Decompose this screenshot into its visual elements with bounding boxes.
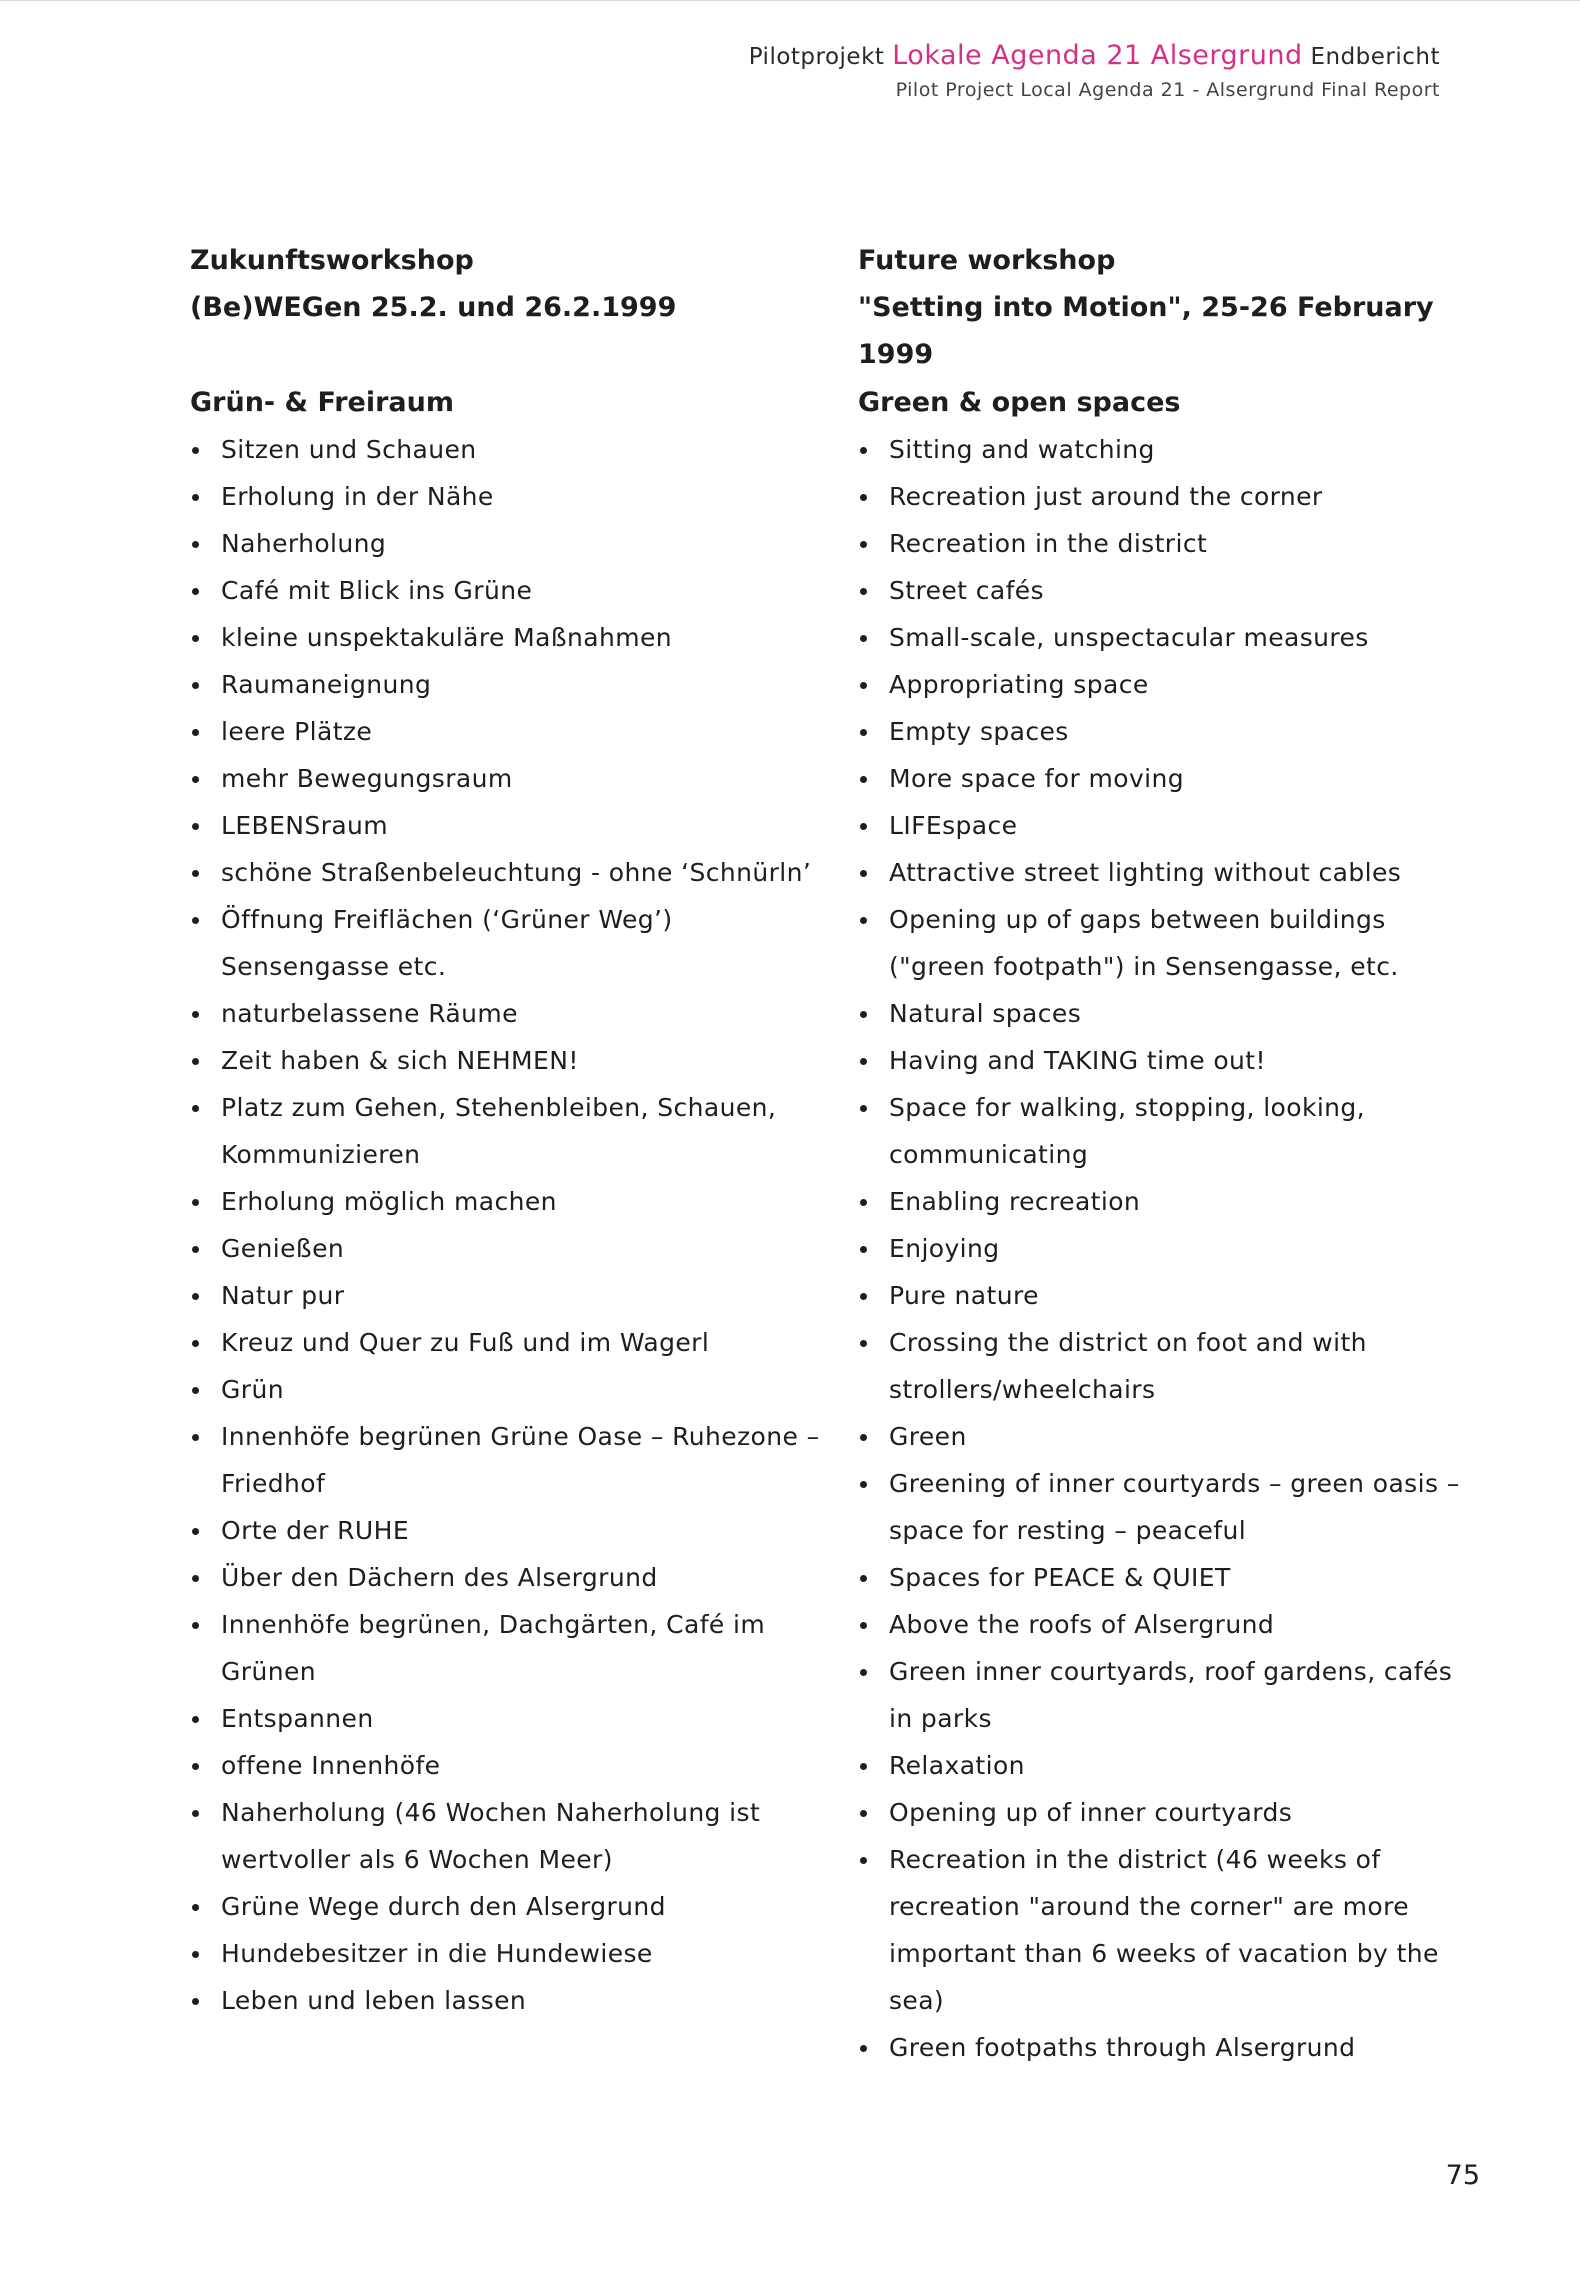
top-rule bbox=[0, 0, 1580, 1]
list-item: Innenhöfe begrünen Grüne Oase – Ruhezone – Friedhof bbox=[190, 1413, 830, 1507]
list-item: Space for walking, stopping, looking, communicating bbox=[858, 1084, 1478, 1178]
german-column bbox=[190, 237, 830, 2024]
list-item: Zeit haben & sich NEHMEN! bbox=[190, 1037, 830, 1084]
german-section-title: Grün- & Freiraum bbox=[190, 387, 454, 418]
list-item: Naherholung bbox=[190, 520, 830, 567]
list-item: offene Innenhöfe bbox=[190, 1742, 830, 1789]
list-item: Recreation in the district bbox=[858, 520, 1478, 567]
list-item: Attractive street lighting without cables bbox=[858, 849, 1478, 896]
header-suffix: Endbericht bbox=[1310, 44, 1440, 70]
list-item: Pure nature bbox=[858, 1272, 1478, 1319]
list-item: Erholung möglich machen bbox=[190, 1178, 830, 1225]
list-item: Natur pur bbox=[190, 1272, 830, 1319]
list-item: Entspannen bbox=[190, 1695, 830, 1742]
list-item: Having and TAKING time out! bbox=[858, 1037, 1478, 1084]
list-item: Greening of inner courtyards – green oasis – space for resting – peaceful bbox=[858, 1460, 1478, 1554]
list-item: Grün bbox=[190, 1366, 830, 1413]
header-accent: Lokale Agenda 21 Alsergrund bbox=[892, 40, 1303, 71]
running-header-title bbox=[749, 38, 1440, 75]
list-item: Green bbox=[858, 1413, 1478, 1460]
list-item: More space for moving bbox=[858, 755, 1478, 802]
list-item: Spaces for PEACE & QUIET bbox=[858, 1554, 1478, 1601]
english-section-title: Green & open spaces bbox=[858, 387, 1181, 418]
list-item: Café mit Blick ins Grüne bbox=[190, 567, 830, 614]
list-item: LIFEspace bbox=[858, 802, 1478, 849]
page-number: 75 bbox=[1445, 2160, 1480, 2191]
list-item: Kreuz und Quer zu Fuß und im Wagerl bbox=[190, 1319, 830, 1366]
list-item: Hundebesitzer in die Hundewiese bbox=[190, 1930, 830, 1977]
list-item: Street cafés bbox=[858, 567, 1478, 614]
header-subtitle: Pilot Project Local Agenda 21 - Alsergrund Final Report bbox=[895, 79, 1440, 101]
german-title-line2: (Be)WEGen 25.2. und 26.2.1999 bbox=[190, 292, 677, 323]
list-item: Recreation just around the corner bbox=[858, 473, 1478, 520]
list-item: Platz zum Gehen, Stehenbleiben, Schauen, Kommunizieren bbox=[190, 1084, 830, 1178]
header-prefix: Pilotprojekt bbox=[748, 44, 885, 70]
list-item: Appropriating space bbox=[858, 661, 1478, 708]
list-item: naturbelassene Räume bbox=[190, 990, 830, 1037]
list-item: Orte der RUHE bbox=[190, 1507, 830, 1554]
english-title-line1: Future workshop bbox=[858, 245, 1116, 276]
running-header bbox=[749, 38, 1440, 105]
list-item: Genießen bbox=[190, 1225, 830, 1272]
list-item: Crossing the district on foot and with strollers/wheelchairs bbox=[858, 1319, 1478, 1413]
list-item: Erholung in der Nähe bbox=[190, 473, 830, 520]
german-heading bbox=[190, 237, 830, 333]
list-item: Sitzen und Schauen bbox=[190, 426, 830, 473]
list-item: Green footpaths through Alsergrund bbox=[858, 2024, 1478, 2071]
english-bullet-list bbox=[858, 426, 1478, 2071]
list-item: Natural spaces bbox=[858, 990, 1478, 1037]
list-item: Opening up of gaps between buildings ("green footpath") in Sensengasse, etc. bbox=[858, 896, 1478, 990]
english-heading bbox=[858, 237, 1478, 370]
german-bullet-list bbox=[190, 426, 830, 2024]
english-column bbox=[858, 237, 1478, 2071]
list-item: LEBENSraum bbox=[190, 802, 830, 849]
list-item: Öffnung Freiflächen (‘Grüner Weg’) Sensengasse etc. bbox=[190, 896, 830, 990]
list-item: Empty spaces bbox=[858, 708, 1478, 755]
list-item: Grüne Wege durch den Alsergrund bbox=[190, 1883, 830, 1930]
list-item: Enjoying bbox=[858, 1225, 1478, 1272]
list-item: Recreation in the district (46 weeks of recreation "around the corner" are more important than 6 weeks of vacation by the sea) bbox=[858, 1836, 1478, 2024]
list-item: Raumaneignung bbox=[190, 661, 830, 708]
list-item: Enabling recreation bbox=[858, 1178, 1478, 1225]
list-item: schöne Straßenbeleuchtung - ohne ‘Schnürln’ bbox=[190, 849, 830, 896]
list-item: leere Plätze bbox=[190, 708, 830, 755]
list-item: kleine unspektakuläre Maßnahmen bbox=[190, 614, 830, 661]
list-item: Sitting and watching bbox=[858, 426, 1478, 473]
list-item: Naherholung (46 Wochen Naherholung ist wertvoller als 6 Wochen Meer) bbox=[190, 1789, 830, 1883]
list-item: Leben und leben lassen bbox=[190, 1977, 830, 2024]
list-item: Relaxation bbox=[858, 1742, 1478, 1789]
english-title-line2: "Setting into Motion", 25-26 February 1999 bbox=[858, 292, 1434, 370]
list-item: Opening up of inner courtyards bbox=[858, 1789, 1478, 1836]
list-item: Über den Dächern des Alsergrund bbox=[190, 1554, 830, 1601]
list-item: mehr Bewegungsraum bbox=[190, 755, 830, 802]
list-item: Innenhöfe begrünen, Dachgärten, Café im Grünen bbox=[190, 1601, 830, 1695]
list-item: Small-scale, unspectacular measures bbox=[858, 614, 1478, 661]
german-title-line1: Zukunftsworkshop bbox=[190, 245, 474, 276]
list-item: Above the roofs of Alsergrund bbox=[858, 1601, 1478, 1648]
list-item: Green inner courtyards, roof gardens, cafés in parks bbox=[858, 1648, 1478, 1742]
